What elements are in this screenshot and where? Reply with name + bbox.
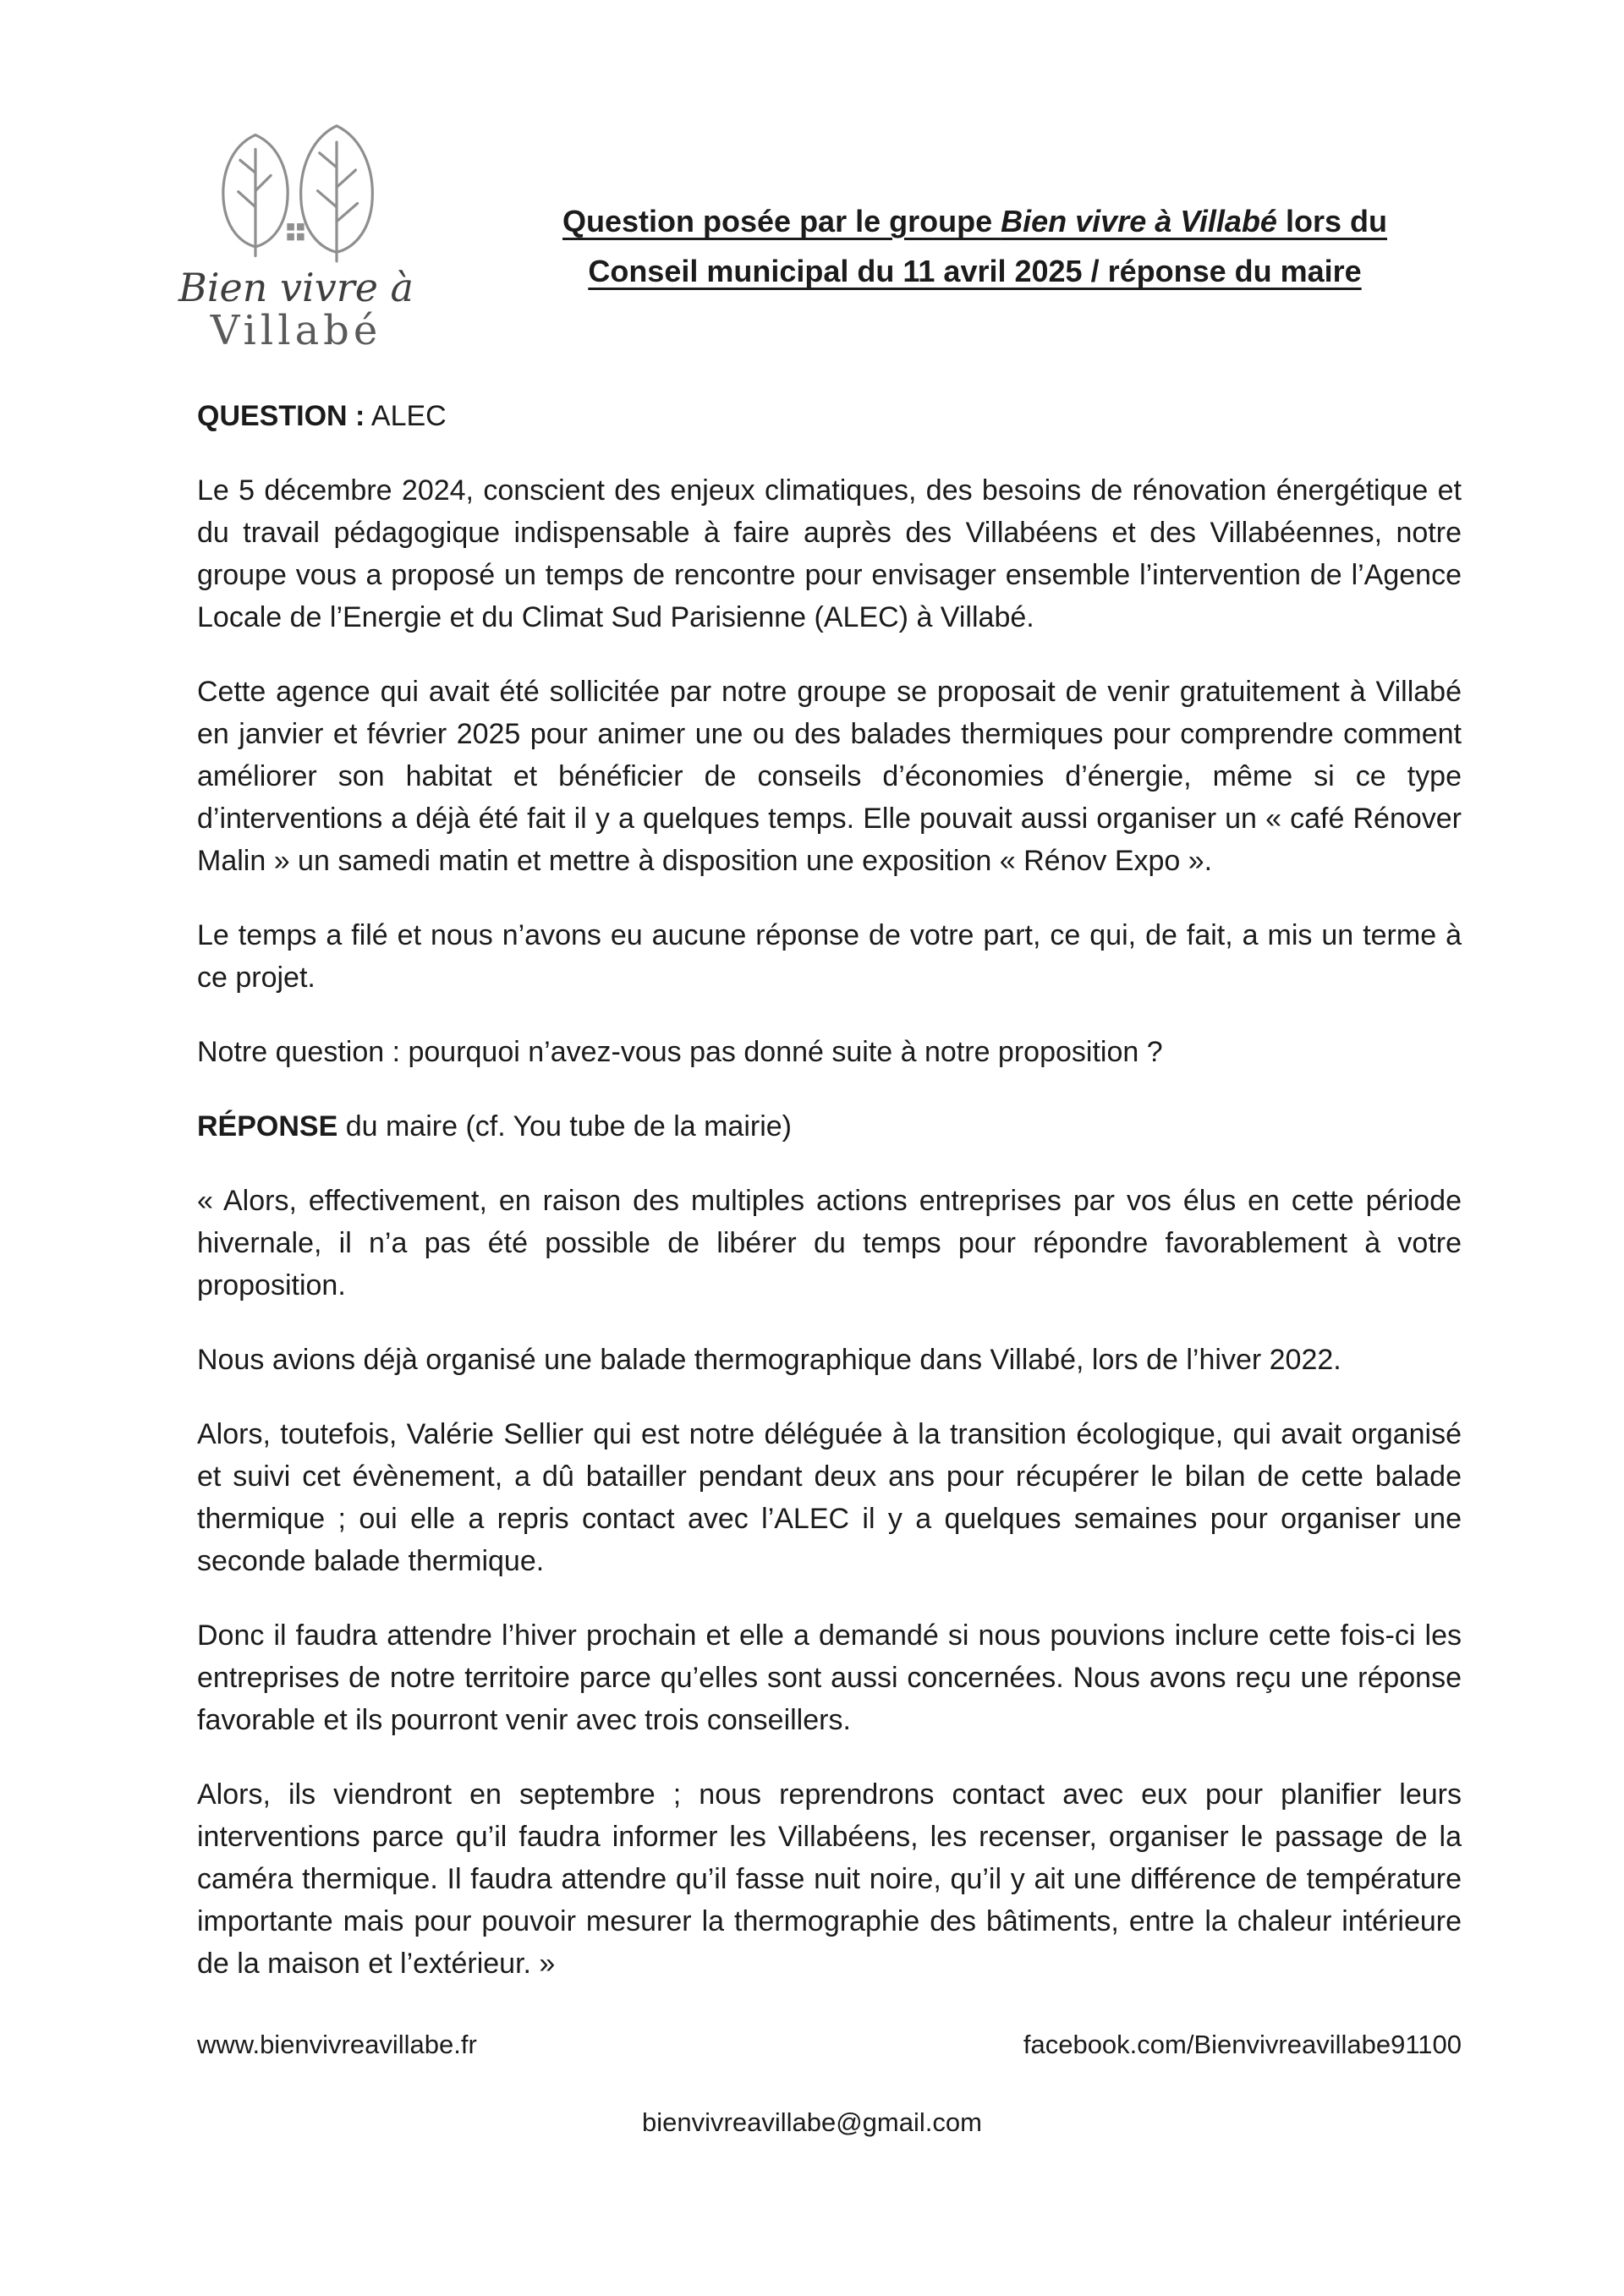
paragraph: Alors, ils viendront en septembre ; nous reprendrons contact avec eux pour planifier leurs interventions parce qu’il faudra informer les Villabéens, les recenser, organiser le passage de la caméra thermique. Il faudra attendre qu’il fasse nuit noire, qu’il y ait une différence de température importante mais pour pouvoir mesurer la thermographie des bâtiments, entre la chaleur intérieure de la maison et l’extérieur. » [197,1778,1462,1981]
footer [197,2030,1462,2060]
logo [152,118,440,354]
paragraph: Nous avions déjà organisé une balade thermographique dans Villabé, lors de l’hiver 2022. [197,1344,1341,1377]
logo-name-text: Villabé [210,307,382,355]
title-line-1: Question posée par le groupe Bien vivre à Villabé lors du [562,204,1387,238]
document-body [197,395,1462,1985]
logo-script-text: Bien vivre à [178,265,414,310]
paragraph: Notre question : pourquoi n’avez-vous pas donné suite à notre proposition ? [197,1036,1163,1069]
reponse-heading [197,1105,1462,1148]
paragraph: Le temps a filé et nous n’avons eu aucune réponse de votre part, ce qui, de fait, a mis un terme à ce projet. [197,919,1462,995]
paragraph: Donc il faudra attendre l’hiver prochain et elle a demandé si nous pouvions inclure cette fois-ci les entreprises de notre territoire parce qu’elles sont aussi concernées. Nous avons reçu une réponse favorable et ils pourront venir avec trois conseillers. [197,1619,1462,1737]
question-label: QUESTION : [197,400,365,433]
window-icon [287,223,304,240]
footer-website: www.bienvivreavillabe.fr [197,2030,477,2059]
footer-email: bienvivreavillabe@gmail.com [642,2107,982,2137]
question-heading [197,395,1462,437]
title-group-name: Bien vivre à Villabé [1001,204,1277,238]
title-line-2: Conseil municipal du 11 avril 2025 / réponse du maire [588,254,1362,289]
reponse-label: RÉPONSE [197,1110,338,1143]
paragraph: « Alors, effectivement, en raison des multiples actions entreprises par vos élus en cette période hivernale, il n’a pas été possible de libérer du temps pour répondre favorablement à votre proposition. [197,1185,1462,1302]
header [0,0,1624,354]
paragraph: Le 5 décembre 2024, conscient des enjeux climatiques, des besoins de rénovation énergétique et du travail pédagogique indispensable à faire auprès des Villabéens et des Villabéennes, notre groupe vous a proposé un temps de rencontre pour envisager ensemble l’intervention de l’Agence Locale de l’Energie et du Climat Sud Parisienne (ALEC) à Villabé. [197,474,1462,634]
page-title [440,196,1463,297]
paragraph: Cette agence qui avait été sollicitée par notre groupe se proposait de venir gratuitement à Villabé en janvier et février 2025 pour animer une ou des balades thermiques pour comprendre comment améliorer son habitat et bénéficier de conseils d’économies d’énergie, même si ce type d’interventions a déjà été fait il y a quelques temps. Elle pouvait aussi organiser un « café Rénover Malin » un samedi matin et mettre à disposition une exposition « Rénov Expo ». [197,676,1462,878]
paragraph: Alors, toutefois, Valérie Sellier qui est notre déléguée à la transition écologique, qui avait organisé et suivi cet évènement, a dû batailler pendant deux ans pour récupérer le bilan de cette balade thermique ; oui elle a repris contact avec l’ALEC il y a quelques semaines pour organiser une seconde balade thermique. [197,1418,1462,1578]
trees-logo-icon [188,118,404,272]
reponse-value: du maire (cf. You tube de la mairie) [337,1110,792,1143]
question-value: ALEC [365,400,447,433]
footer-facebook: facebook.com/Bienvivreavillabe91100 [1023,2030,1462,2059]
